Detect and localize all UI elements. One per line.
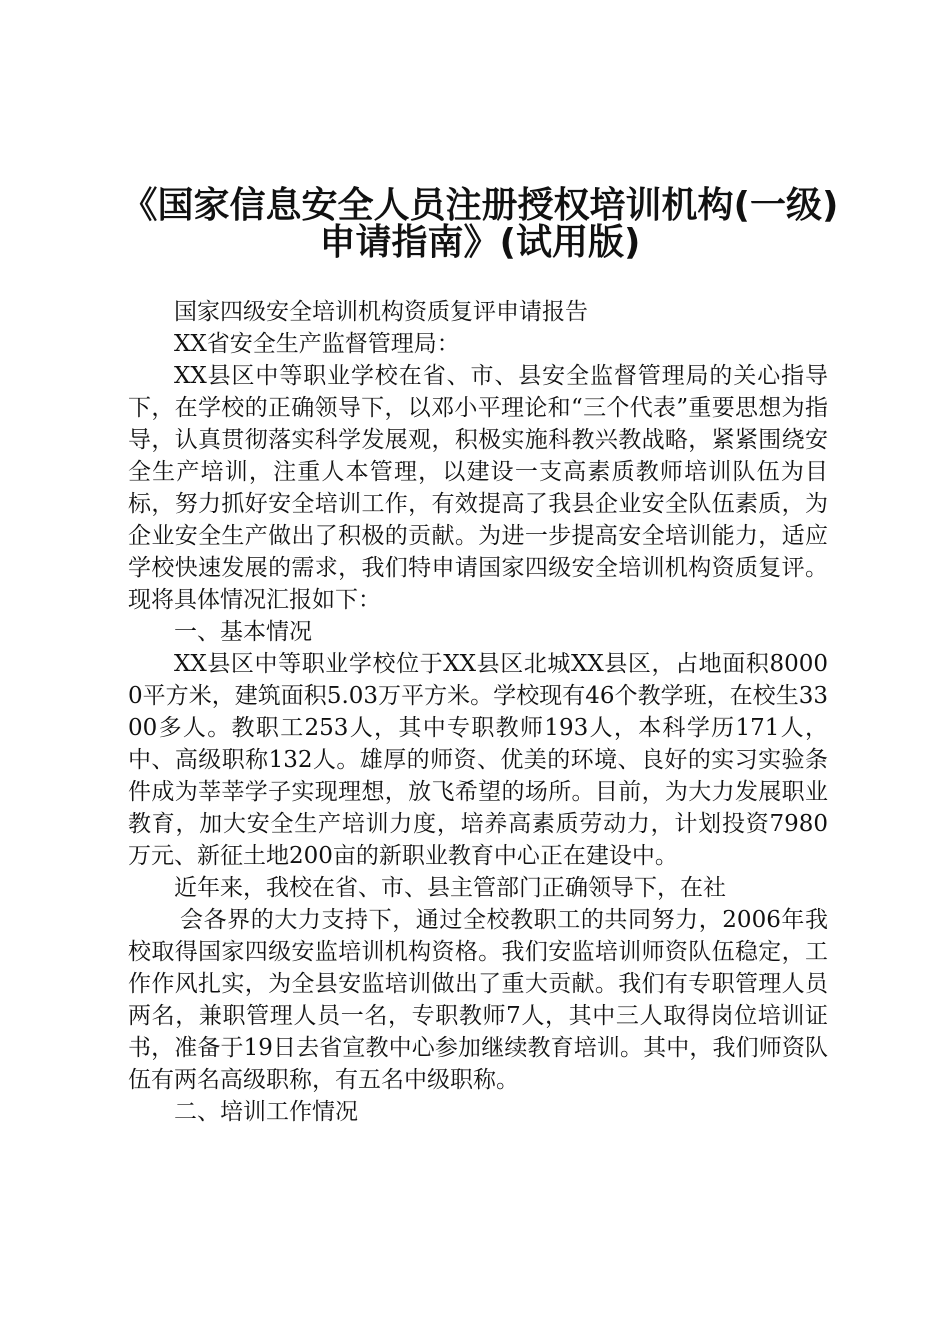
section-heading-basic-info: 一、基本情况 (174, 619, 312, 645)
document-title-line-1: 《国家信息安全人员注册授权培训机构(一级) (121, 185, 839, 226)
recent-years-paragraph-continued: 会各界的大力支持下，通过全校教职工的共同努力，2006年我校取得国家四级安监培训机构资格。我们安监培训师资队伍稳定，工作作风扎实，为全县安监培训做出了重大贡献。我们有专职管理人员两名，兼职管理人员一名，专职教师7人，其中三人取得岗位培训证书，准备于19日去省宣教中心参加继续教育培训。其中，我们师资队伍有两名高级职称，有五名中级职称。 (128, 907, 828, 1093)
report-title: 国家四级安全培训机构资质复评申请报告 (174, 299, 588, 325)
intro-paragraph: XX县区中等职业学校在省、市、县安全监督管理局的关心指导下，在学校的正确领导下，以邓小平理论和“三个代表”重要思想为指导，认真贯彻落实科学发展观，积极实施科教兴教战略，紧紧围绕安全生产培训，注重人本管理，以建设一支高素质教师培训队伍为目标，努力抓好安全培训工作，有效提高了我县企业安全队伍素质，为企业安全生产做出了积极的贡献。为进一步提高安全培训能力，适应学校快速发展的需求，我们特申请国家四级安全培训机构资质复评。现将具体情况汇报如下： (128, 363, 828, 613)
document-title-line-2: 申请指南》(试用版) (319, 222, 641, 263)
addressee: XX省安全生产监督管理局： (174, 331, 460, 357)
document-body (128, 296, 828, 1128)
section-heading-training-work: 二、培训工作情况 (174, 1099, 358, 1125)
recent-years-paragraph-start: 近年来，我校在省、市、县主管部门正确领导下，在社 (174, 875, 726, 901)
basic-info-paragraph: XX县区中等职业学校位于XX县区北城XX县区，占地面积80000平方米，建筑面积5.03万平方米。学校现有46个教学班，在校生3300多人。教职工253人，其中专职教师193人，本科学历171人，中、高级职称132人。雄厚的师资、优美的环境、良好的实习实验条件成为莘莘学子实现理想，放飞希望的场所。目前，为大力发展职业教育，加大安全生产培训力度，培养高素质劳动力，计划投资7980万元、新征土地200亩的新职业教育中心正在建设中。 (128, 651, 828, 869)
